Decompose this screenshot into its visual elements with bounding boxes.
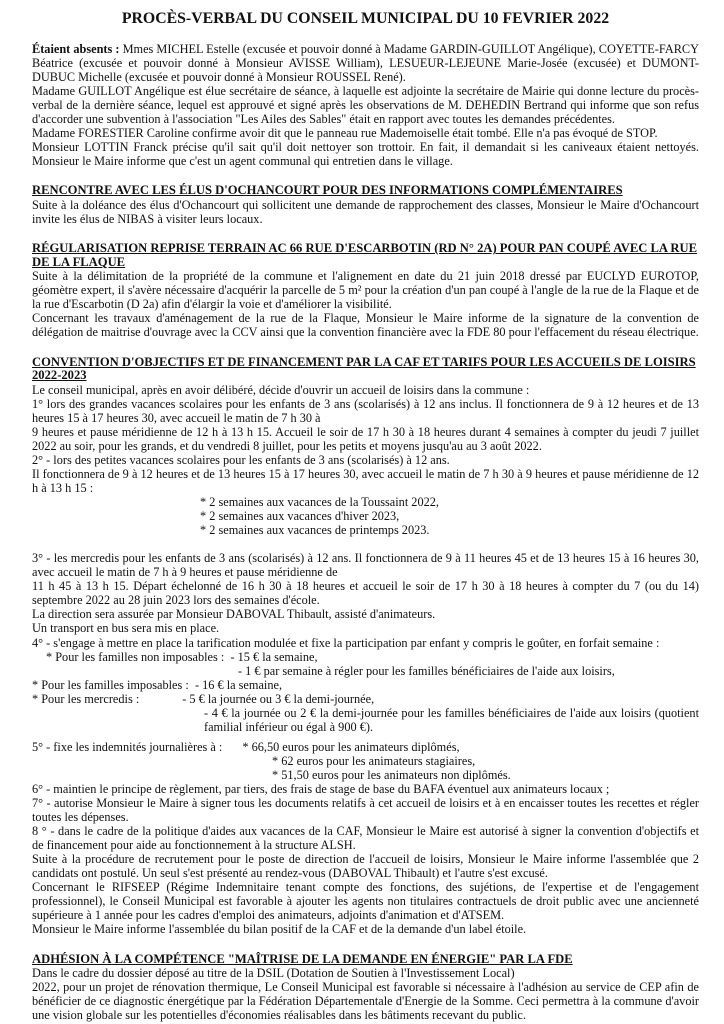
caf-item-7: 7° - autorise Monsieur le Maire à signer tous les documents relatifs à cet accueil de loisirs et à en encaisser toutes les recettes et régler toutes les dépenses. bbox=[32, 796, 699, 825]
tarif-label: * Pour les familles non imposables : bbox=[46, 649, 225, 664]
recrutement-paragraph: Suite à la procédure de recrutement pour le poste de direction de l'accueil de loisirs, Monsieur le Maire informe l'assemblée que 2 candidats ont postulé. Un seul s'est présenté au rendez-vous (DABOVAL Thibault) et l'autre s'est excusé. bbox=[32, 852, 699, 881]
fee-first: * 66,50 euros pour les animateurs diplômés, bbox=[242, 739, 460, 754]
section-heading-convention-caf: CONVENTION D'OBJECTIFS ET DE FINANCEMENT PAR LA CAF ET TARIFS POUR LES ACCUEILS DE LOISIRS 2022-2023 bbox=[32, 354, 696, 383]
tarif-non-imposables-aide: - 1 € par semaine à régler pour les familles bénéficiaires de l'aide aux loisirs, bbox=[238, 663, 615, 678]
list-item: * 2 semaines aux vacances de printemps 2023. bbox=[200, 523, 430, 538]
bilan-paragraph: Monsieur le Maire informe l'assemblée du bilan positif de la CAF et de la demande d'un label étoile. bbox=[32, 922, 527, 937]
list-item: * 2 semaines aux vacances d'hiver 2023, bbox=[200, 509, 400, 524]
caf-item-1b: 9 heures et pause méridienne de 12 h à 13 h 15. Accueil le soir de 17 h 30 à 18 heures durant 4 semaines à compter du jeudi 7 juillet 2022 au soir, pour les grands, et du vendredi 8 juillet, pour les petits et moyens jusqu'au au 3 août 2022. bbox=[32, 424, 699, 453]
list-item: * 51,50 euros pour les animateurs non diplômés. bbox=[272, 767, 511, 782]
tarif-value: - 16 € la semaine, bbox=[194, 677, 283, 692]
caf-item-2b: Il fonctionnera de 9 à 12 heures et de 13 heures 15 à 17 heures 30, avec accueil le matin de 7 h 30 à 9 heures et pause méridienne de 12 h à 13 h 15 : bbox=[32, 467, 699, 496]
direction-line: La direction sera assurée par Monsieur DABOVAL Thibault, assisté d'animateurs. bbox=[32, 607, 436, 622]
indemnites-label: 5° - fixe les indemnités journalières à : bbox=[32, 739, 223, 754]
ochancourt-paragraph: Suite à la doléance des élus d'Ochancourt qui sollicitent une demande de rapprochement des classes, Monsieur le Maire d'Ochancourt invite les élus de NIBAS à visiter leurs locaux. bbox=[32, 198, 699, 227]
lottin-paragraph: Monsieur LOTTIN Franck précise qu'il sait qu'il doit nettoyer son trottoir. En fait, il demandait si les caniveaux étaient nettoyés. Monsieur le Maire informe que c'est un agent communal qui entretien dans le village. bbox=[32, 140, 699, 169]
regularisation-paragraph-2: Concernant les travaux d'aménagement de la rue de la Flaque, Monsieur le Maire informe de la signature de la convention de délégation de maitrise d'ouvrage avec la CCV ainsi que la convention financière avec la FDE 80 pour l'effacement du réseau électrique. bbox=[32, 311, 699, 340]
caf-item-4: 4° - s'engage à mettre en place la tarification modulée et fixe la participation par enfant y compris le goûter, en forfait semaine : bbox=[32, 635, 660, 650]
section-heading-ochancourt: RENCONTRE AVEC LES ÉLUS D'OCHANCOURT POUR DES INFORMATIONS COMPLÉMENTAIRES bbox=[32, 183, 623, 198]
page-title: PROCÈS-VERBAL DU CONSEIL MUNICIPAL DU 10 FEVRIER 2022 bbox=[121, 10, 610, 27]
rifseep-paragraph: Concernant le RIFSEEP (Régime Indemnitaire tenant compte des fonctions, des sujétions, de l'expertise et de l'engagement professionnel), le Conseil Municipal est favorable à ajouter les agents non titulaires contractuels de droit public avec une ancienneté supérieure à 1 année pour les cadres d'emploi des animateurs, adjoints d'animation et d'ATSEM. bbox=[32, 880, 699, 923]
tarif-value: - 5 € la journée ou 3 € la demi-journée, bbox=[182, 691, 375, 706]
indemnites-line bbox=[32, 740, 699, 754]
secretary-paragraph: Madame GUILLOT Angélique est élue secrétaire de séance, à laquelle est adjointe la secrétaire de Mairie qui donne lecture du procès-verbal de la dernière séance, lequel est approuvé et signé après les observations de M. DEHEDIN Bertrand qui informe que son refus d'accorder une subvention à l'association "Les Ailes des Sables" était en rapport avec toutes les demandes précédentes. bbox=[32, 84, 699, 127]
list-item: * 62 euros pour les animateurs stagiaires, bbox=[272, 753, 476, 768]
tarif-non-imposables bbox=[32, 650, 699, 664]
tarif-value: - 15 € la semaine, bbox=[230, 649, 318, 664]
caf-intro: Le conseil municipal, après en avoir délibéré, décide d'ouvrir un accueil de loisirs dans la commune : bbox=[32, 382, 530, 397]
weeks-list bbox=[32, 495, 699, 537]
tarif-label: * Pour les familles imposables : bbox=[32, 677, 189, 692]
section-heading-regularisation: RÉGULARISATION REPRISE TERRAIN AC 66 RUE D'ESCARBOTIN (RD N° 2A) POUR PAN COUPÉ AVEC LA RUE DE LA FLAQUE bbox=[32, 241, 698, 269]
tarif-mercredis bbox=[32, 692, 699, 706]
regularisation-paragraph-1: Suite à la délimitation de la propriété de la commune et l'alignement en date du 21 juin 2018 dressé par EUCLYD EUROTOP, géomètre expert, il s'avère nécessaire d'acquérir la parcelle de 5 m² pour la création d'un pan coupé à l'angle de la rue de la Flaque et de la rue d'Escarbotin (D 2a) afin d'élargir la voie et d'améliorer la visibilité. bbox=[32, 269, 699, 312]
fde-paragraph-1: Dans le cadre du dossier déposé au titre de la DSIL (Dotation de Soutien à l'Investissement Local) bbox=[32, 966, 515, 981]
section-heading-adhesion-fde: ADHÉSION À LA COMPÉTENCE "MAÎTRISE DE LA DEMANDE EN ÉNERGIE" PAR LA FDE bbox=[32, 951, 573, 966]
tarif-imposables bbox=[32, 678, 699, 692]
caf-item-6: 6° - maintien le principe de règlement, par tiers, des frais de stage de base du BAFA éventuel aux animateurs locaux ; bbox=[32, 781, 610, 796]
absent-text: Mmes MICHEL Estelle (excusée et pouvoir donné à Madame GARDIN-GUILLOT Angélique), COYETTE-FARCY Béatrice (excusée et pouvoir donné à Monsieur AVISSE William), LESUEUR-LEJEUNE Marie-Josée (excusée) et DUMONT-DUBUC Michelle (excusée et pouvoir donné à Monsieur ROUSSEL René). bbox=[32, 42, 699, 85]
caf-item-2a: 2° - lors des petites vacances scolaires pour les enfants de 3 ans (scolarisés) à 12 ans. bbox=[32, 452, 450, 467]
caf-item-3b: 11 h 45 à 13 h 15. Départ échelonné de 16 h 30 à 18 heures et accueil le soir de 17 h 30 à 18 heures à compter du 7 (ou du 14) septembre 2022 au 28 juin 2023 lors des semaines d'école. bbox=[32, 579, 699, 608]
fees-list bbox=[32, 754, 699, 782]
tarif-mercredis-aide: - 4 € la journée ou 2 € la demi-journée pour les familles bénéficiaires de l'aide aux loisirs (quotient familial inférieur ou égal à 900 €). bbox=[204, 705, 699, 734]
absent-label: Étaient absents : bbox=[32, 42, 120, 56]
absent-paragraph bbox=[32, 42, 699, 84]
fde-paragraph-2: 2022, pour un projet de rénovation thermique, Le Conseil Municipal est favorable si nécessaire à l'adhésion au service de CEP afin de bénéficier de ce diagnostic énergétique par la Fédération Départementale d'Energie de la Somme. Ceci permettra à la commune d'avoir une vision globale sur les potentielles d'économies réalisables dans les bâtiments recevant du public. bbox=[32, 980, 699, 1023]
caf-item-1a: 1° lors des grandes vacances scolaires pour les enfants de 3 ans (scolarisés) à 12 ans inclus. Il fonctionnera de 9 à 12 heures et de 13 heures 15 à 17 heures 30, avec accueil le matin de 7 h 30 à bbox=[32, 396, 699, 425]
forestier-paragraph: Madame FORESTIER Caroline confirme avoir dit que le panneau rue Mademoiselle était tombé. Elle n'a pas évoqué de STOP. bbox=[32, 126, 658, 141]
caf-item-3a: 3° - les mercredis pour les enfants de 3 ans (scolarisés) à 12 ans. Il fonctionnera de 9 à 11 heures 45 et de 13 heures 15 à 16 heures 30, avec accueil le matin de 7 h à 9 heures et pause méridienne de bbox=[32, 551, 699, 580]
caf-item-8: 8 ° - dans le cadre de la politique d'aides aux vacances de la CAF, Monsieur le Maire est autorisé à signer la convention d'objectifs et de financement pour aide au fonctionnement à la structure ALSH. bbox=[32, 824, 699, 853]
transport-line: Un transport en bus sera mis en place. bbox=[32, 621, 220, 636]
list-item: * 2 semaines aux vacances de la Toussaint 2022, bbox=[200, 495, 439, 510]
tarif-label: * Pour les mercredis : bbox=[32, 691, 140, 706]
